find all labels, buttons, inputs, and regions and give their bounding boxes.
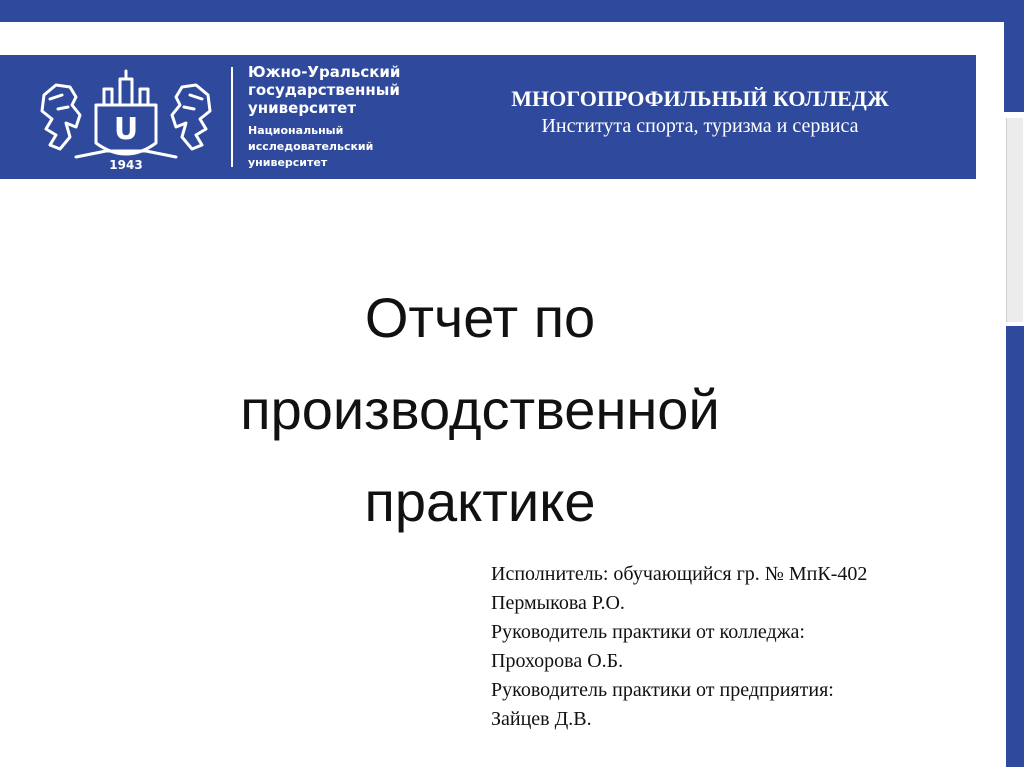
college-name: МНОГОПРОФИЛЬНЫЙ КОЛЛЕДЖ	[511, 86, 889, 111]
slide-title-line: практике	[364, 470, 596, 533]
university-subtitle-line: исследовательский	[248, 140, 374, 153]
scrollbar[interactable]	[1006, 118, 1023, 322]
college-institute: Института спорта, туризма и сервиса	[541, 115, 859, 137]
company-supervisor-name: Зайцев Д.В.	[491, 708, 592, 730]
slide-title-line: Отчет по	[364, 286, 596, 349]
susu-emblem-icon	[36, 65, 216, 173]
performer-name: Пермыкова Р.О.	[491, 592, 625, 614]
slide-title	[80, 272, 880, 548]
university-name-line: Южно-Уральский	[248, 63, 401, 81]
college-supervisor-label: Руководитель практики от колледжа:	[491, 621, 805, 643]
header-banner	[0, 55, 976, 179]
college-block	[440, 85, 960, 139]
logo-year: 1943	[109, 158, 143, 172]
company-supervisor-label: Руководитель практики от предприятия:	[491, 679, 834, 701]
university-name-line: университет	[248, 99, 357, 117]
performer-line: Исполнитель: обучающийся гр. № МпК-402	[491, 563, 868, 585]
logo-letter: U	[113, 112, 139, 147]
top-accent-bar	[0, 0, 1024, 22]
report-info	[491, 560, 867, 734]
university-subtitle	[248, 123, 438, 171]
university-subtitle-line: Национальный	[248, 124, 344, 137]
university-subtitle-line: университет	[248, 156, 328, 169]
university-name-line: государственный	[248, 81, 400, 99]
university-name	[248, 63, 438, 117]
right-accent-bar-top	[1004, 22, 1024, 112]
slide-title-line: производственной	[240, 378, 720, 441]
header-divider	[231, 67, 233, 167]
college-supervisor-name: Прохорова О.Б.	[491, 650, 624, 672]
right-accent-bar-bottom	[1006, 326, 1024, 767]
